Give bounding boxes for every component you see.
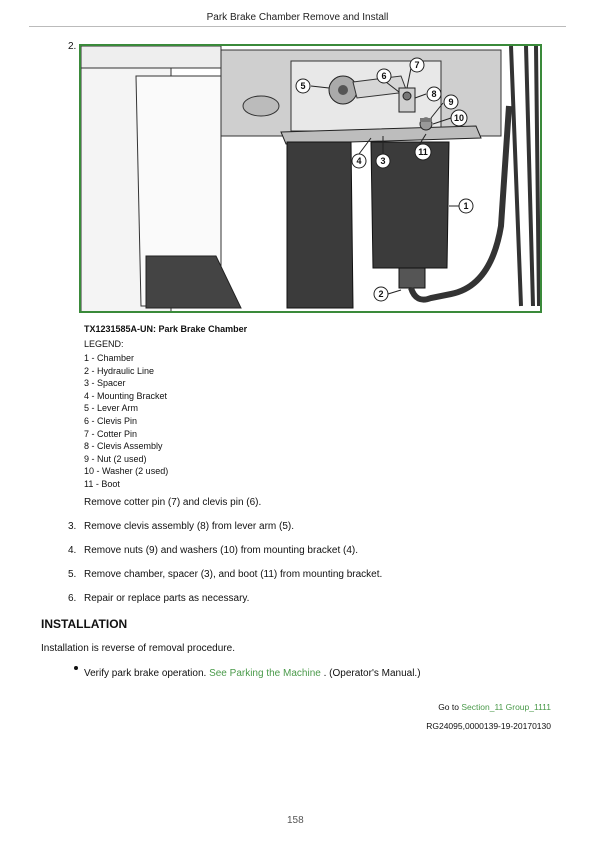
legend-item: 8 - Clevis Assembly (84, 441, 163, 452)
page-header-title: Park Brake Chamber Remove and Install (206, 12, 389, 23)
callout-11: 11 (418, 147, 428, 157)
callout-4: 4 (356, 156, 362, 166)
step-3-number: 3. (68, 521, 77, 532)
bullet-prefix: Verify park brake operation. (84, 668, 207, 679)
bullet-suffix: . (Operator's Manual.) (323, 668, 421, 679)
legend-item: 11 - Boot (84, 478, 120, 489)
callout-9: 9 (448, 97, 454, 107)
legend-item: 7 - Cotter Pin (84, 428, 138, 439)
callout-1: 1 (463, 201, 469, 211)
parking-machine-link[interactable]: See Parking the Machine (209, 668, 321, 679)
illustration-drawing (81, 46, 542, 313)
installation-bullet (84, 668, 421, 679)
installation-heading: INSTALLATION (41, 617, 128, 631)
step-4-number: 4. (68, 545, 77, 556)
step-6-text: Repair or replace parts as necessary. (84, 593, 250, 604)
callout-8: 8 (431, 89, 437, 99)
step-5-text: Remove chamber, spacer (3), and boot (11) from mounting bracket. (84, 569, 383, 580)
legend-title: LEGEND: (84, 339, 124, 349)
park-brake-chamber-illustration (79, 44, 542, 313)
step-2-number: 2. (68, 41, 77, 52)
bullet-dot (74, 666, 78, 670)
callout-6: 6 (381, 71, 387, 81)
step-3-text: Remove clevis assembly (8) from lever arm (5). (84, 521, 295, 532)
legend-item: 3 - Spacer (84, 378, 126, 389)
legend-item: 1 - Chamber (84, 353, 135, 363)
callout-5: 5 (300, 81, 306, 91)
legend-list (84, 352, 168, 491)
header-divider (29, 26, 566, 27)
step-6-number: 6. (68, 593, 77, 604)
document-id: RG24095,0000139-19-20170130 (426, 721, 551, 731)
goto-line (438, 702, 551, 712)
callout-3: 3 (380, 156, 386, 166)
callout-2: 2 (378, 289, 384, 299)
section-group-link[interactable]: Section_11 Group_1111 (461, 702, 551, 712)
legend-item: 4 - Mounting Bracket (84, 390, 168, 401)
legend-item: 5 - Lever Arm (84, 403, 139, 414)
page-number: 158 (287, 815, 304, 826)
goto-prefix: Go to (438, 702, 459, 712)
step-5-number: 5. (68, 569, 77, 580)
callout-10: 10 (453, 113, 465, 123)
callout-7: 7 (414, 60, 420, 70)
figure-caption: TX1231585A-UN: Park Brake Chamber (84, 324, 248, 334)
step-4-text: Remove nuts (9) and washers (10) from mounting bracket (4). (84, 545, 358, 556)
legend-item: 9 - Nut (2 used) (84, 453, 147, 464)
legend-item: 10 - Washer (2 used) (84, 466, 169, 477)
step-2-text: Remove cotter pin (7) and clevis pin (6). (84, 497, 262, 508)
installation-intro: Installation is reverse of removal procedure. (41, 643, 235, 654)
legend-item: 2 - Hydraulic Line (84, 365, 155, 376)
legend-item: 6 - Clevis Pin (84, 415, 138, 426)
